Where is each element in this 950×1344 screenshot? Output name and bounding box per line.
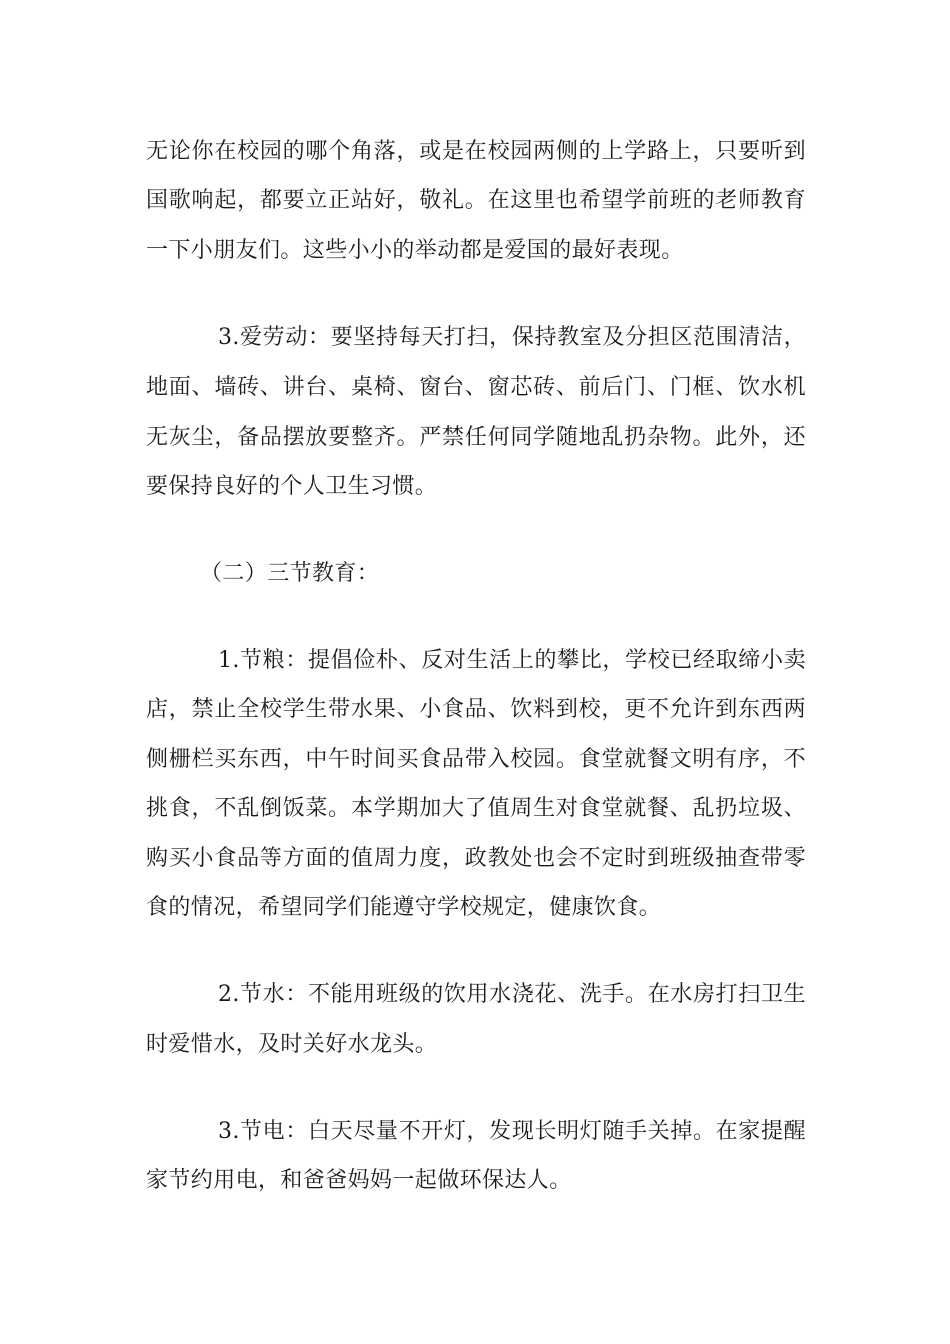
text-line: 地面、墙砖、讲台、桌椅、窗台、窗芯砖、前后门、门框、饮水机 bbox=[146, 375, 806, 400]
text-line: 家节约用电，和爸爸妈妈一起做环保达人。 bbox=[146, 1168, 572, 1193]
text-line: 购买小食品等方面的值周力度，政教处也会不定时到班级抽查带零 bbox=[146, 846, 806, 871]
text-line: 1.节粮：提倡俭朴、反对生活上的攀比，学校已经取缔小卖 bbox=[218, 648, 806, 673]
text-line: 2.节水：不能用班级的饮用水浇花、洗手。在水房打扫卫生 bbox=[218, 982, 806, 1007]
text-line: 3.节电：白天尽量不开灯，发现长明灯随手关掉。在家提醒 bbox=[218, 1119, 806, 1144]
text-line: 侧栅栏买东西，中午时间买食品带入校园。食堂就餐文明有序，不 bbox=[146, 747, 806, 772]
text-line: 国歌响起，都要立正站好，敬礼。在这里也希望学前班的老师教育 bbox=[146, 188, 806, 213]
text-line: 一下小朋友们。这些小小的举动都是爱国的最好表现。 bbox=[146, 238, 684, 263]
section-heading: （二）三节教育： bbox=[200, 561, 380, 586]
text-line: 无论你在校园的哪个角落，或是在校园两侧的上学路上，只要听到 bbox=[146, 139, 806, 164]
text-line: 时爱惜水，及时关好水龙头。 bbox=[146, 1032, 438, 1057]
text-line: 无灰尘，备品摆放要整齐。严禁任何同学随地乱扔杂物。此外，还 bbox=[146, 425, 806, 450]
text-line: 要保持良好的个人卫生习惯。 bbox=[146, 474, 438, 499]
text-line: 3.爱劳动：要坚持每天打扫，保持教室及分担区范围清洁， bbox=[218, 325, 806, 350]
text-line: 挑食，不乱倒饭菜。本学期加大了值周生对食堂就餐、乱扔垃圾、 bbox=[146, 796, 806, 821]
text-line: 食的情况，希望同学们能遵守学校规定，健康饮食。 bbox=[146, 895, 662, 920]
text-line: 店，禁止全校学生带水果、小食品、饮料到校，更不允许到东西两 bbox=[146, 697, 806, 722]
